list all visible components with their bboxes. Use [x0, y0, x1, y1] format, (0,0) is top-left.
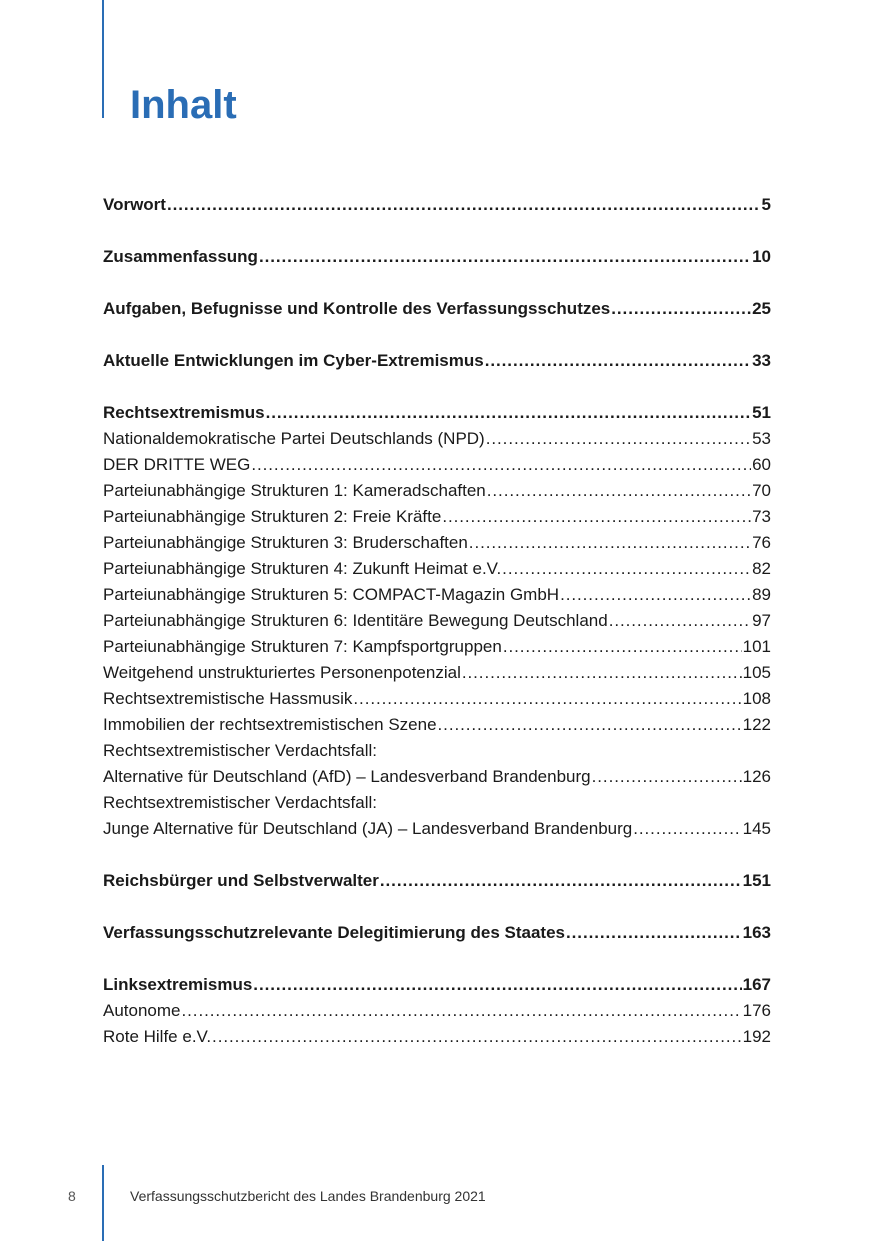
toc-entry[interactable]: [103, 712, 771, 738]
toc-page-number: 25: [752, 299, 771, 318]
toc-entry-label: Weitgehend unstrukturiertes Personenpotenzial: [103, 663, 461, 682]
toc-dot-leader: [182, 998, 742, 1024]
toc-page-number: 5: [761, 195, 771, 214]
toc-entry[interactable]: [103, 738, 771, 764]
toc-page-number: 73: [752, 507, 771, 526]
toc-entry-label: Junge Alternative für Deutschland (JA) – Landesverband Brandenburg: [103, 819, 633, 838]
toc-section-entry[interactable]: [103, 400, 771, 426]
toc-dot-leader: [212, 1024, 742, 1050]
toc-dot-leader: [609, 608, 751, 634]
toc-page-number: 105: [742, 663, 771, 682]
toc-entry-label: Immobilien der rechtsextremistischen Szene: [103, 715, 437, 734]
toc-page-number: 108: [742, 689, 771, 708]
toc-entry-label: DER DRITTE WEG: [103, 455, 251, 474]
toc-page-number: 192: [742, 1027, 771, 1046]
toc-dot-leader: [503, 634, 742, 660]
toc-entry[interactable]: [103, 998, 771, 1024]
toc-page-number: 167: [742, 975, 771, 994]
toc-section-entry[interactable]: [103, 348, 771, 374]
toc-entry-label: Aktuelle Entwicklungen im Cyber-Extremismus: [103, 351, 484, 370]
page-title: Inhalt: [130, 83, 237, 127]
toc-spacer: [103, 322, 771, 348]
toc-entry-label: Parteiunabhängige Strukturen 7: Kampfsportgruppen: [103, 637, 502, 656]
toc-section-entry[interactable]: [103, 192, 771, 218]
toc-section-entry[interactable]: [103, 972, 771, 998]
toc-spacer: [103, 218, 771, 244]
toc-spacer: [103, 946, 771, 972]
toc-entry[interactable]: [103, 634, 771, 660]
toc-dot-leader: [259, 244, 751, 270]
toc-entry-label: Aufgaben, Befugnisse und Kontrolle des Verfassungsschutzes: [103, 299, 611, 318]
toc-page-number: 97: [752, 611, 771, 630]
toc-entry[interactable]: [103, 530, 771, 556]
toc-entry[interactable]: [103, 790, 771, 816]
toc-page-number: 70: [752, 481, 771, 500]
toc-entry-label: Rote Hilfe e.V.: [103, 1027, 212, 1046]
toc-dot-leader: [266, 400, 752, 426]
toc-entry[interactable]: [103, 426, 771, 452]
toc-entry-label: Rechtsextremismus: [103, 403, 265, 422]
table-of-contents: [103, 192, 771, 1050]
toc-entry-label: Rechtsextremistischer Verdachtsfall:: [103, 793, 377, 812]
toc-entry[interactable]: [103, 478, 771, 504]
toc-dot-leader: [442, 504, 751, 530]
toc-entry-label: Parteiunabhängige Strukturen 6: Identitäre Bewegung Deutschland: [103, 611, 608, 630]
toc-dot-leader: [253, 972, 741, 998]
toc-page-number: 89: [752, 585, 771, 604]
toc-entry[interactable]: [103, 556, 771, 582]
toc-page-number: 51: [752, 403, 771, 422]
toc-entry-label: Linksextremismus: [103, 975, 253, 994]
toc-dot-leader: [469, 530, 751, 556]
toc-dot-leader: [462, 660, 742, 686]
toc-entry-label: Nationaldemokratische Partei Deutschlands (NPD): [103, 429, 485, 448]
toc-page-number: 76: [752, 533, 771, 552]
toc-dot-leader: [502, 556, 751, 582]
toc-page-number: 163: [742, 923, 771, 942]
toc-page-number: 10: [752, 247, 771, 266]
toc-entry-label: Reichsbürger und Selbstverwalter: [103, 871, 379, 890]
toc-entry-label: Parteiunabhängige Strukturen 2: Freie Kräfte: [103, 507, 442, 526]
toc-page-number: 53: [752, 429, 771, 448]
toc-entry-label: Vorwort: [103, 195, 166, 214]
page-number: 8: [68, 1188, 76, 1204]
toc-section-entry[interactable]: [103, 868, 771, 894]
toc-page-number: 145: [742, 819, 771, 838]
toc-dot-leader: [167, 192, 761, 218]
toc-section-entry[interactable]: [103, 920, 771, 946]
toc-entry[interactable]: [103, 764, 771, 790]
toc-dot-leader: [560, 582, 751, 608]
top-accent-rule: [102, 0, 104, 118]
toc-dot-leader: [487, 478, 751, 504]
toc-entry-label: Autonome: [103, 1001, 181, 1020]
toc-entry[interactable]: [103, 660, 771, 686]
toc-page-number: 151: [742, 871, 771, 890]
toc-dot-leader: [353, 686, 741, 712]
toc-page-number: 122: [742, 715, 771, 734]
toc-page-number: 82: [752, 559, 771, 578]
toc-entry[interactable]: [103, 452, 771, 478]
toc-entry[interactable]: [103, 686, 771, 712]
toc-entry-label: Parteiunabhängige Strukturen 1: Kameradschaften: [103, 481, 486, 500]
toc-spacer: [103, 842, 771, 868]
toc-spacer: [103, 374, 771, 400]
toc-entry-label: Verfassungsschutzrelevante Delegitimierung des Staates: [103, 923, 566, 942]
toc-entry-label: Parteiunabhängige Strukturen 3: Bruderschaften: [103, 533, 468, 552]
toc-page-number: 126: [742, 767, 771, 786]
toc-page-number: 176: [742, 1001, 771, 1020]
toc-page-number: 60: [752, 455, 771, 474]
toc-entry-label: Parteiunabhängige Strukturen 5: COMPACT-Magazin GmbH: [103, 585, 560, 604]
toc-page-number: 33: [752, 351, 771, 370]
toc-page-number: 101: [742, 637, 771, 656]
toc-entry-label: Rechtsextremistischer Verdachtsfall:: [103, 741, 377, 760]
toc-entry-label: Zusammenfassung: [103, 247, 258, 266]
toc-dot-leader: [438, 712, 742, 738]
toc-dot-leader: [611, 296, 751, 322]
toc-entry[interactable]: [103, 1024, 771, 1050]
toc-entry[interactable]: [103, 816, 771, 842]
footer-title: Verfassungsschutzbericht des Landes Brandenburg 2021: [130, 1188, 486, 1204]
toc-section-entry[interactable]: [103, 296, 771, 322]
toc-entry[interactable]: [103, 582, 771, 608]
toc-entry-label: Alternative für Deutschland (AfD) – Landesverband Brandenburg: [103, 767, 591, 786]
toc-dot-leader: [486, 426, 751, 452]
toc-entry[interactable]: [103, 608, 771, 634]
toc-entry-label: Parteiunabhängige Strukturen 4: Zukunft Heimat e.V.: [103, 559, 502, 578]
toc-dot-leader: [633, 816, 741, 842]
footer-accent-rule: [102, 1165, 104, 1241]
toc-spacer: [103, 894, 771, 920]
toc-dot-leader: [380, 868, 742, 894]
toc-dot-leader: [592, 764, 742, 790]
toc-entry[interactable]: [103, 504, 771, 530]
toc-dot-leader: [251, 452, 751, 478]
toc-dot-leader: [485, 348, 751, 374]
toc-entry-label: Rechtsextremistische Hassmusik: [103, 689, 353, 708]
toc-section-entry[interactable]: [103, 244, 771, 270]
toc-dot-leader: [566, 920, 742, 946]
toc-spacer: [103, 270, 771, 296]
